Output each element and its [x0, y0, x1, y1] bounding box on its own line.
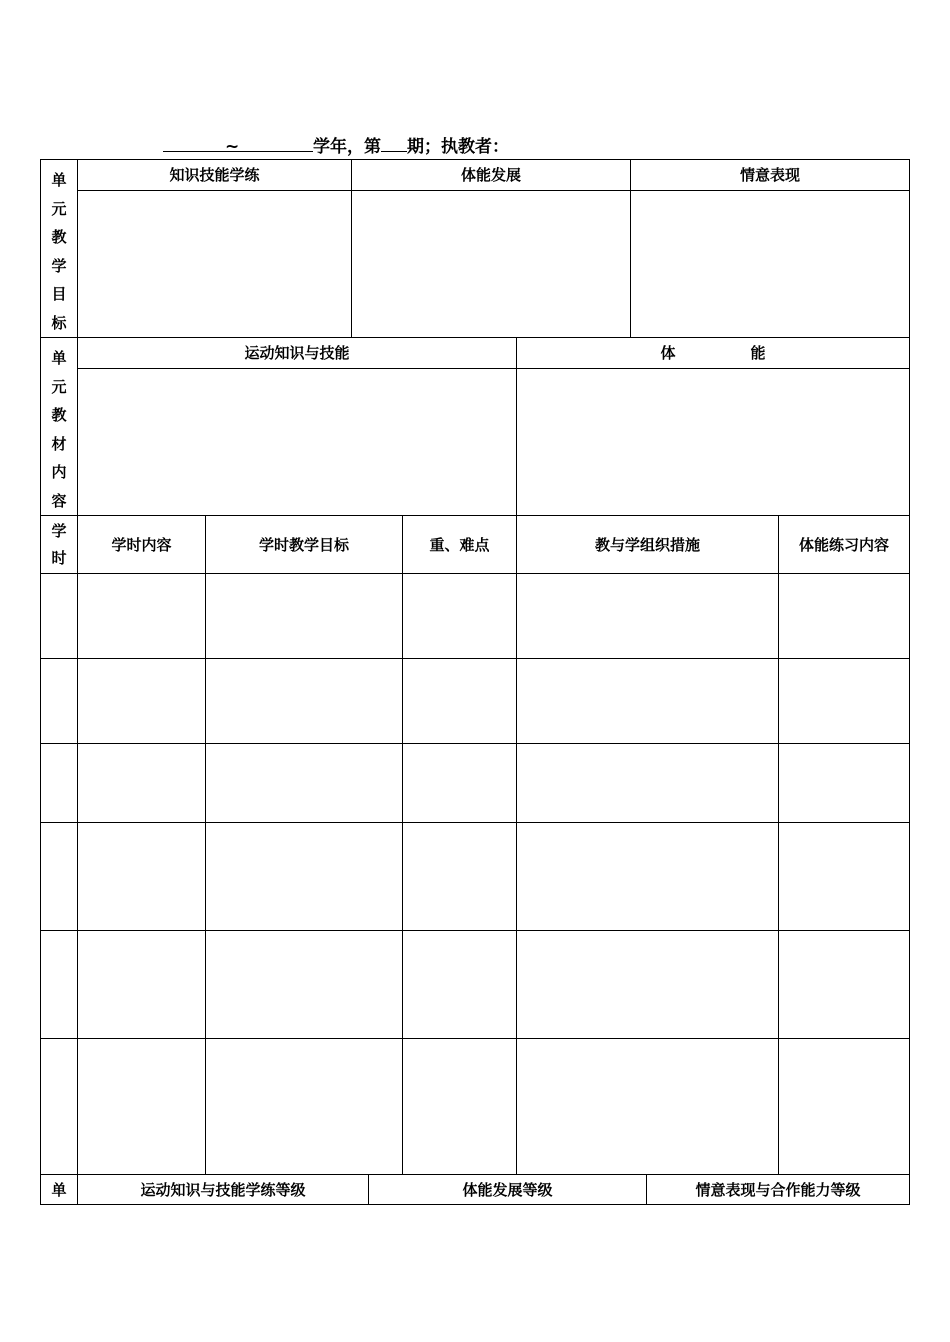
- lesson-key-point-cell[interactable]: [403, 823, 517, 931]
- lessons-header-objectives: 学时教学目标: [206, 516, 403, 574]
- term-teacher-label: 期；执教者：: [407, 137, 509, 157]
- table-row: [41, 823, 910, 931]
- lesson-content-cell[interactable]: [78, 931, 206, 1039]
- grades-header-skills: 运动知识与技能学练等级: [78, 1175, 369, 1205]
- lessons-header-content: 学时内容: [78, 516, 206, 574]
- lesson-fitness-cell[interactable]: [779, 574, 910, 659]
- lesson-number-cell[interactable]: [41, 744, 78, 823]
- lesson-objective-cell[interactable]: [206, 574, 403, 659]
- table-row: [41, 659, 910, 744]
- lessons-header-fitness-practice: 体能练习内容: [779, 516, 910, 574]
- lesson-content-cell[interactable]: [78, 574, 206, 659]
- lesson-content-cell[interactable]: [78, 823, 206, 931]
- grades-table: [40, 1174, 910, 1205]
- lessons-table: [40, 515, 910, 1175]
- objectives-header-fitness: 体能发展: [352, 160, 631, 191]
- lesson-organization-cell[interactable]: [517, 1039, 779, 1175]
- lesson-fitness-cell[interactable]: [779, 744, 910, 823]
- lesson-fitness-cell[interactable]: [779, 931, 910, 1039]
- objectives-affect-cell[interactable]: [631, 191, 910, 338]
- lesson-fitness-cell[interactable]: [779, 823, 910, 931]
- objectives-header-skills: 知识技能学练: [78, 160, 352, 191]
- materials-skills-cell[interactable]: [78, 369, 517, 516]
- start-year-blank[interactable]: [163, 133, 233, 152]
- lesson-number-cell[interactable]: [41, 574, 78, 659]
- lesson-key-point-cell[interactable]: [403, 744, 517, 823]
- objectives-table: [40, 159, 910, 338]
- objectives-header-affect: 情意表现: [631, 160, 910, 191]
- lesson-key-point-cell[interactable]: [403, 574, 517, 659]
- table-row: [41, 931, 910, 1039]
- lesson-content-cell[interactable]: [78, 1039, 206, 1175]
- lesson-key-point-cell[interactable]: [403, 659, 517, 744]
- lesson-number-cell[interactable]: [41, 931, 78, 1039]
- lesson-objective-cell[interactable]: [206, 823, 403, 931]
- lesson-organization-cell[interactable]: [517, 931, 779, 1039]
- materials-table: [40, 337, 910, 516]
- lessons-header-key-points: 重、难点: [403, 516, 517, 574]
- table-row: [41, 1039, 910, 1175]
- materials-header-fitness: 体 能: [517, 338, 910, 369]
- lesson-key-point-cell[interactable]: [403, 931, 517, 1039]
- objectives-skills-cell[interactable]: [78, 191, 352, 338]
- lesson-number-cell[interactable]: [41, 823, 78, 931]
- lesson-number-cell[interactable]: [41, 1039, 78, 1175]
- lesson-organization-cell[interactable]: [517, 574, 779, 659]
- lesson-number-cell[interactable]: [41, 659, 78, 744]
- lesson-content-cell[interactable]: [78, 659, 206, 744]
- objectives-fitness-cell[interactable]: [352, 191, 631, 338]
- materials-header-skills: 运动知识与技能: [78, 338, 517, 369]
- lesson-fitness-cell[interactable]: [779, 659, 910, 744]
- table-row: [41, 574, 910, 659]
- grades-header-affect: 情意表现与合作能力等级: [647, 1175, 910, 1205]
- lesson-fitness-cell[interactable]: [779, 1039, 910, 1175]
- grades-side-label: 单: [41, 1175, 78, 1205]
- lesson-content-cell[interactable]: [78, 744, 206, 823]
- lesson-objective-cell[interactable]: [206, 659, 403, 744]
- materials-side-label: 单 元 教 材 内 容: [41, 338, 78, 516]
- lesson-organization-cell[interactable]: [517, 744, 779, 823]
- table-row: [41, 744, 910, 823]
- end-year-blank[interactable]: [233, 133, 313, 152]
- lesson-objective-cell[interactable]: [206, 744, 403, 823]
- lesson-objective-cell[interactable]: [206, 931, 403, 1039]
- lesson-organization-cell[interactable]: [517, 659, 779, 744]
- lesson-objective-cell[interactable]: [206, 1039, 403, 1175]
- unit-plan-form: [40, 159, 910, 1205]
- term-blank[interactable]: [381, 133, 407, 152]
- lesson-key-point-cell[interactable]: [403, 1039, 517, 1175]
- objectives-side-label: 单 元 教 学 目 标: [41, 160, 78, 338]
- form-header: ~ 学年，第 期；执教者：: [163, 133, 509, 159]
- lesson-organization-cell[interactable]: [517, 823, 779, 931]
- lessons-side-label: 学 时: [41, 516, 78, 574]
- school-year-label: 学年，第: [313, 137, 381, 157]
- lessons-header-organization: 教与学组织措施: [517, 516, 779, 574]
- materials-fitness-cell[interactable]: [517, 369, 910, 516]
- grades-header-fitness: 体能发展等级: [369, 1175, 647, 1205]
